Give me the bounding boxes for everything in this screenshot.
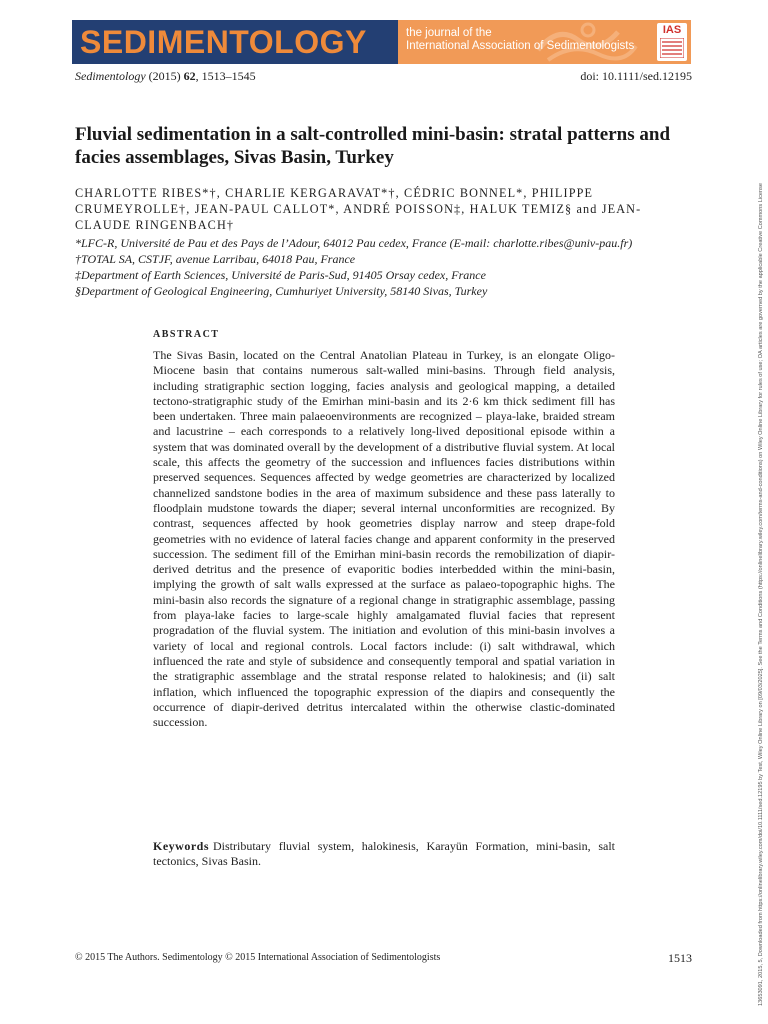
affiliations — [75, 235, 675, 299]
citation-volume: 62 — [183, 69, 196, 83]
page-number: 1513 — [668, 951, 692, 965]
download-side-note: 13653091, 2015, 5, Downloaded from https://onlinelibrary.wiley.com/doi/10.1111/sed.12195 by Test, Wiley Online Library on [09/03/2025]. See the Terms and Conditions (https://onlinelibrary.wiley.com/terms-and-conditions) on Wiley Online Library for rules of use; OA articles are governed by the applicable Creative Commons License — [758, 182, 764, 1006]
affiliation-2: †TOTAL SA, CSTJF, avenue Larribau, 64018 Pau, France — [75, 252, 356, 266]
journal-title: SEDIMENTOLOGY — [80, 23, 367, 60]
affiliation-1: *LFC-R, Université de Pau et des Pays de l’Adour, 64012 Pau cedex, France (E-mail: charlotte.ribes@univ-pau.fr) — [75, 236, 633, 250]
ias-logo-text: IAS — [662, 24, 682, 36]
ias-logo — [657, 23, 687, 61]
banner-tagline-panel — [398, 20, 691, 64]
citation-pages: , 1513–1545 — [195, 69, 256, 83]
keywords-label: Keywords — [153, 839, 209, 853]
abstract-text: The Sivas Basin, located on the Central Anatolian Plateau in Turkey, is an elongate Oligo-Miocene basin that contains numerous salt-walled mini-basins. Through field analysis, including stratigraphic section logging, facies analysis and geological mapping, a detailed tectono-stratigraphic study of the Emirhan mini-basin and its 2·6 km thick sediment fill has been undertaken. Three main palaeoenvironments are recognized – playa-lake, braided stream and lacustrine – each corresponds to a relatively long-lived depositional episode within a system that was dominated overall by the development of a distributive fluvial system. At local scale, this affects the geometry of the succession and influences facies distributions within preserved sequences. Sequences affected by wedge geometries are characterized by localized channelized sandstone bodies in the area of maximum subsidence and these pass laterally to floodplain mudstone towards the diaper; several internal unconformities are recognized. By contrast, sequences affected by hook geometries display narrow and steep drape-fold geometries with no evidence of lateral facies change and apparent conformity in the preserved succession. The sediment fill of the Emirhan mini-basin records the remobilization of diapir-derived detritus and the presence of evaporitic bodies interbedded within the mini-basin, implying the growth of salt walls expressed at the surface as palaeo-topographic highs. The mini-basin also records the signature of a regional change in stratigraphic assemblage, passing from playa-lake facies to large-scale highly amalgamated fluvial facies that represent progradation of the fluvial system. The initiation and evolution of this mini-basin involves a variety of local and regional controls. Local factors include: (i) salt withdrawal, which influenced the rate and style of subsidence and consequently temporal and spatial variation in the stratigraphic assemblage and the stratal response related to halokinesis; and (ii) salt inflation, which influenced the topographic expression of the diapirs and consequently the occurrence of diapir-derived detritus intercalated within the otherwise clastic-dominated succession. — [153, 348, 615, 730]
banner-title-panel — [72, 20, 398, 64]
keywords — [153, 839, 615, 870]
author-list: CHARLOTTE RIBES*†, CHARLIE KERGARAVAT*†, CÉDRIC BONNEL*, PHILIPPE CRUMEYROLLE†, JEAN-PAUL CALLOT*, ANDRÉ POISSON‡, HALUK TEMIZ§ and JEAN-CLAUDE RINGENBACH† — [75, 186, 642, 232]
citation-line — [75, 69, 256, 84]
abstract-heading: ABSTRACT — [153, 329, 220, 340]
banner-tagline — [406, 27, 634, 53]
copyright-footer: © 2015 The Authors. Sedimentology © 2015 International Association of Sedimentologists — [75, 952, 441, 963]
ias-emblem-icon — [660, 38, 684, 58]
affiliation-3: ‡Department of Earth Sciences, Université de Paris-Sud, 91405 Orsay cedex, France — [75, 268, 486, 282]
keywords-list: Distributary fluvial system, halokinesis, Karayün Formation, mini-basin, salt tectonics, Sivas Basin. — [153, 839, 615, 869]
doi: doi: 10.1111/sed.12195 — [580, 69, 692, 83]
affiliation-4: §Department of Geological Engineering, Cumhuriyet University, 58140 Sivas, Turkey — [75, 284, 488, 298]
tagline-line-2: International Association of Sedimentologists — [406, 40, 635, 52]
citation-year: (2015) — [148, 69, 181, 83]
article-title: Fluvial sedimentation in a salt-controlled mini-basin: stratal patterns and facies assemblages, Sivas Basin, Turkey — [75, 124, 671, 168]
journal-banner — [72, 20, 691, 64]
tagline-line-1: the journal of the — [406, 27, 492, 39]
citation-journal: Sedimentology — [75, 69, 146, 83]
